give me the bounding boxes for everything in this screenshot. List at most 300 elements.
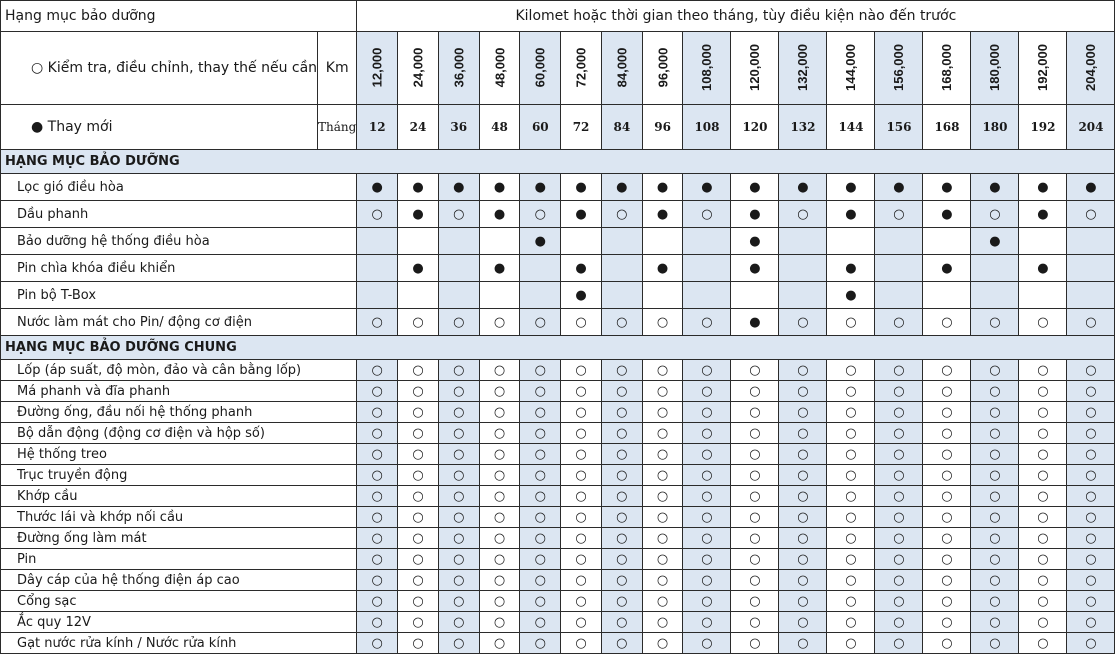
schedule-mark: ○ — [601, 360, 642, 381]
schedule-mark: ● — [561, 255, 602, 282]
schedule-mark: ● — [827, 174, 875, 201]
schedule-mark: ● — [683, 174, 731, 201]
schedule-mark: ○ — [520, 528, 561, 549]
schedule-mark: ○ — [731, 570, 779, 591]
km-value-text: 48,000 — [492, 47, 508, 88]
month-label: Tháng — [318, 105, 357, 150]
schedule-mark: ○ — [438, 549, 479, 570]
schedule-mark: ○ — [438, 507, 479, 528]
schedule-mark: ○ — [357, 465, 398, 486]
schedule-mark: ○ — [561, 444, 602, 465]
schedule-mark: ○ — [731, 486, 779, 507]
schedule-mark: ○ — [561, 549, 602, 570]
schedule-mark: ○ — [601, 444, 642, 465]
schedule-mark: ● — [1019, 174, 1067, 201]
schedule-mark: ○ — [1067, 549, 1115, 570]
schedule-mark: ● — [398, 174, 439, 201]
schedule-mark: ○ — [357, 549, 398, 570]
schedule-mark: ○ — [357, 591, 398, 612]
schedule-mark — [1019, 228, 1067, 255]
schedule-mark: ○ — [398, 465, 439, 486]
schedule-mark: ○ — [601, 402, 642, 423]
schedule-mark: ● — [398, 201, 439, 228]
schedule-mark: ○ — [827, 486, 875, 507]
schedule-mark — [683, 228, 731, 255]
schedule-mark: ○ — [398, 423, 439, 444]
schedule-mark: ○ — [875, 486, 923, 507]
item-name: Lốp (áp suất, độ mòn, đảo và cân bằng lốp) — [1, 360, 357, 381]
item-name: Thước lái và khớp nối cầu — [1, 507, 357, 528]
schedule-mark: ○ — [683, 444, 731, 465]
schedule-mark: ○ — [1019, 423, 1067, 444]
schedule-mark: ○ — [520, 309, 561, 336]
table-row — [1, 507, 1115, 528]
km-value-text: 96,000 — [655, 47, 671, 88]
schedule-mark: ○ — [971, 201, 1019, 228]
schedule-mark: ○ — [731, 402, 779, 423]
schedule-mark: ○ — [398, 612, 439, 633]
month-value: 96 — [642, 105, 683, 150]
legend-replace: ● Thay mới — [1, 105, 318, 150]
schedule-mark: ○ — [779, 507, 827, 528]
schedule-mark — [601, 282, 642, 309]
schedule-mark: ○ — [642, 423, 683, 444]
schedule-mark — [520, 255, 561, 282]
schedule-mark — [398, 228, 439, 255]
schedule-mark: ○ — [1019, 381, 1067, 402]
schedule-mark: ● — [479, 201, 520, 228]
schedule-mark: ● — [520, 228, 561, 255]
schedule-mark: ○ — [875, 465, 923, 486]
schedule-mark — [1067, 255, 1115, 282]
month-value: 36 — [438, 105, 479, 150]
schedule-mark: ○ — [1019, 549, 1067, 570]
schedule-mark: ○ — [923, 381, 971, 402]
schedule-mark: ○ — [398, 570, 439, 591]
item-name: Má phanh và đĩa phanh — [1, 381, 357, 402]
schedule-mark: ○ — [642, 486, 683, 507]
schedule-mark: ○ — [642, 381, 683, 402]
table-row — [1, 360, 1115, 381]
item-name: Dây cáp của hệ thống điện áp cao — [1, 570, 357, 591]
schedule-mark: ● — [971, 228, 1019, 255]
schedule-mark: ○ — [923, 360, 971, 381]
schedule-mark: ○ — [779, 465, 827, 486]
schedule-mark: ○ — [357, 633, 398, 654]
km-value — [779, 32, 827, 105]
km-value-text: 204,000 — [1083, 44, 1099, 91]
schedule-mark: ○ — [438, 402, 479, 423]
table-row — [1, 591, 1115, 612]
schedule-mark: ○ — [601, 486, 642, 507]
schedule-mark: ○ — [1067, 423, 1115, 444]
month-value: 72 — [561, 105, 602, 150]
schedule-mark: ○ — [923, 612, 971, 633]
schedule-mark: ○ — [971, 507, 1019, 528]
km-value — [731, 32, 779, 105]
schedule-mark: ○ — [971, 612, 1019, 633]
table-row — [1, 612, 1115, 633]
schedule-mark: ○ — [875, 444, 923, 465]
schedule-mark: ○ — [923, 444, 971, 465]
schedule-mark: ○ — [875, 309, 923, 336]
schedule-mark: ○ — [731, 360, 779, 381]
schedule-mark: ○ — [479, 633, 520, 654]
schedule-mark: ○ — [520, 465, 561, 486]
schedule-mark: ● — [561, 174, 602, 201]
month-value: 84 — [601, 105, 642, 150]
item-name: Pin — [1, 549, 357, 570]
schedule-mark: ○ — [642, 633, 683, 654]
schedule-mark: ○ — [683, 381, 731, 402]
schedule-mark: ○ — [642, 507, 683, 528]
schedule-mark: ○ — [561, 402, 602, 423]
schedule-mark: ○ — [971, 465, 1019, 486]
table-row — [1, 381, 1115, 402]
schedule-mark: ● — [875, 174, 923, 201]
table-row — [1, 282, 1115, 309]
schedule-mark — [601, 255, 642, 282]
schedule-mark: ● — [827, 255, 875, 282]
table-row — [1, 402, 1115, 423]
schedule-mark: ○ — [923, 486, 971, 507]
schedule-mark: ● — [438, 174, 479, 201]
schedule-mark: ○ — [438, 423, 479, 444]
schedule-mark: ○ — [601, 423, 642, 444]
schedule-mark — [923, 282, 971, 309]
schedule-mark: ○ — [1067, 486, 1115, 507]
schedule-mark — [479, 228, 520, 255]
schedule-mark — [479, 282, 520, 309]
schedule-mark: ● — [561, 201, 602, 228]
schedule-mark: ○ — [357, 423, 398, 444]
km-value-text: 12,000 — [369, 47, 385, 88]
schedule-mark: ○ — [561, 633, 602, 654]
schedule-mark — [601, 228, 642, 255]
schedule-mark: ○ — [438, 591, 479, 612]
schedule-mark: ○ — [731, 507, 779, 528]
schedule-mark: ○ — [357, 381, 398, 402]
schedule-mark: ○ — [601, 633, 642, 654]
schedule-mark: ○ — [561, 591, 602, 612]
item-name: Gạt nước rửa kính / Nước rửa kính — [1, 633, 357, 654]
schedule-mark: ○ — [731, 612, 779, 633]
km-row — [1, 32, 1115, 105]
header-row — [1, 1, 1115, 32]
table-row — [1, 549, 1115, 570]
schedule-mark: ○ — [357, 570, 398, 591]
schedule-mark: ○ — [520, 612, 561, 633]
schedule-mark: ○ — [398, 381, 439, 402]
schedule-mark: ○ — [1019, 612, 1067, 633]
schedule-mark: ○ — [561, 528, 602, 549]
schedule-mark: ○ — [971, 360, 1019, 381]
schedule-mark: ○ — [827, 549, 875, 570]
schedule-mark: ○ — [731, 549, 779, 570]
schedule-mark: ○ — [1019, 486, 1067, 507]
schedule-mark: ○ — [561, 465, 602, 486]
schedule-mark: ○ — [923, 402, 971, 423]
schedule-mark: ○ — [642, 360, 683, 381]
schedule-mark: ○ — [479, 402, 520, 423]
schedule-mark: ● — [1019, 201, 1067, 228]
schedule-mark: ○ — [601, 528, 642, 549]
km-value — [438, 32, 479, 105]
schedule-mark: ○ — [779, 381, 827, 402]
schedule-mark: ○ — [827, 633, 875, 654]
month-value: 108 — [683, 105, 731, 150]
schedule-mark: ○ — [520, 402, 561, 423]
schedule-mark — [357, 255, 398, 282]
schedule-mark: ○ — [479, 528, 520, 549]
item-name: Pin bộ T-Box — [1, 282, 357, 309]
km-value-text: 72,000 — [573, 47, 589, 88]
schedule-mark: ● — [923, 201, 971, 228]
schedule-mark: ○ — [561, 507, 602, 528]
schedule-mark: ○ — [827, 465, 875, 486]
schedule-mark: ○ — [731, 528, 779, 549]
schedule-mark: ● — [1019, 255, 1067, 282]
km-value-text: 180,000 — [987, 44, 1003, 91]
schedule-mark: ○ — [398, 528, 439, 549]
schedule-mark: ○ — [923, 591, 971, 612]
km-value-text: 120,000 — [747, 44, 763, 91]
item-name: Trục truyền động — [1, 465, 357, 486]
schedule-mark: ○ — [971, 633, 1019, 654]
schedule-mark: ○ — [642, 591, 683, 612]
item-name: Dầu phanh — [1, 201, 357, 228]
schedule-mark: ○ — [1019, 360, 1067, 381]
km-value-text: 168,000 — [939, 44, 955, 91]
item-name: Đường ống làm mát — [1, 528, 357, 549]
schedule-mark: ○ — [971, 528, 1019, 549]
schedule-mark: ○ — [601, 381, 642, 402]
schedule-mark: ○ — [923, 570, 971, 591]
schedule-mark: ○ — [1019, 633, 1067, 654]
schedule-mark: ○ — [1067, 201, 1115, 228]
km-value — [398, 32, 439, 105]
schedule-mark: ○ — [561, 309, 602, 336]
km-value — [1067, 32, 1115, 105]
month-value: 12 — [357, 105, 398, 150]
table-row — [1, 309, 1115, 336]
schedule-mark: ○ — [1067, 360, 1115, 381]
schedule-mark — [971, 255, 1019, 282]
month-value: 120 — [731, 105, 779, 150]
month-value: 24 — [398, 105, 439, 150]
km-value — [875, 32, 923, 105]
schedule-mark: ○ — [875, 528, 923, 549]
schedule-mark: ○ — [683, 486, 731, 507]
km-value — [642, 32, 683, 105]
schedule-mark: ○ — [479, 486, 520, 507]
schedule-mark: ○ — [398, 591, 439, 612]
schedule-mark: ● — [731, 228, 779, 255]
schedule-mark — [561, 228, 602, 255]
schedule-mark — [1067, 282, 1115, 309]
schedule-mark: ○ — [1067, 465, 1115, 486]
schedule-mark: ○ — [779, 444, 827, 465]
schedule-mark: ○ — [779, 612, 827, 633]
schedule-mark — [971, 282, 1019, 309]
schedule-mark: ○ — [683, 528, 731, 549]
schedule-mark: ○ — [601, 507, 642, 528]
schedule-mark: ○ — [1067, 309, 1115, 336]
schedule-mark: ○ — [827, 360, 875, 381]
schedule-mark: ○ — [1019, 570, 1067, 591]
schedule-mark: ○ — [683, 507, 731, 528]
schedule-mark: ● — [398, 255, 439, 282]
schedule-mark: ○ — [731, 633, 779, 654]
schedule-mark: ○ — [479, 549, 520, 570]
km-value-text: 36,000 — [451, 47, 467, 88]
schedule-mark — [779, 255, 827, 282]
schedule-mark: ○ — [971, 486, 1019, 507]
schedule-mark: ○ — [642, 528, 683, 549]
schedule-mark: ○ — [438, 444, 479, 465]
schedule-mark: ○ — [731, 381, 779, 402]
schedule-mark: ○ — [923, 507, 971, 528]
schedule-mark: ○ — [683, 591, 731, 612]
schedule-mark: ● — [520, 174, 561, 201]
schedule-mark: ○ — [779, 309, 827, 336]
schedule-mark — [923, 228, 971, 255]
schedule-mark: ○ — [479, 591, 520, 612]
schedule-mark: ● — [731, 201, 779, 228]
schedule-mark: ○ — [1067, 591, 1115, 612]
schedule-mark — [683, 282, 731, 309]
schedule-mark: ○ — [438, 486, 479, 507]
km-value — [827, 32, 875, 105]
schedule-mark: ○ — [731, 444, 779, 465]
schedule-mark: ○ — [642, 465, 683, 486]
schedule-mark: ○ — [1067, 570, 1115, 591]
schedule-mark — [642, 228, 683, 255]
item-name: Nước làm mát cho Pin/ động cơ điện — [1, 309, 357, 336]
schedule-mark: ○ — [731, 423, 779, 444]
item-heading: Hạng mục bảo dưỡng — [1, 1, 357, 32]
table-row — [1, 255, 1115, 282]
section-header-row — [1, 150, 1115, 174]
schedule-mark: ○ — [438, 381, 479, 402]
schedule-mark: ○ — [642, 570, 683, 591]
schedule-mark: ○ — [875, 381, 923, 402]
schedule-mark: ○ — [1067, 444, 1115, 465]
item-name: Khớp cầu — [1, 486, 357, 507]
schedule-mark: ○ — [520, 507, 561, 528]
schedule-mark: ○ — [875, 423, 923, 444]
schedule-mark: ○ — [683, 570, 731, 591]
schedule-mark — [683, 255, 731, 282]
schedule-mark: ○ — [1067, 612, 1115, 633]
schedule-mark: ○ — [479, 570, 520, 591]
schedule-mark: ○ — [1067, 402, 1115, 423]
schedule-mark: ○ — [601, 612, 642, 633]
schedule-mark: ○ — [683, 423, 731, 444]
km-value — [479, 32, 520, 105]
schedule-mark: ○ — [779, 528, 827, 549]
schedule-mark — [438, 228, 479, 255]
km-value — [561, 32, 602, 105]
schedule-mark: ○ — [971, 381, 1019, 402]
schedule-mark: ○ — [779, 633, 827, 654]
schedule-mark: ○ — [479, 507, 520, 528]
item-name: Pin chìa khóa điều khiển — [1, 255, 357, 282]
table-row — [1, 465, 1115, 486]
schedule-mark: ○ — [438, 633, 479, 654]
schedule-mark: ○ — [827, 612, 875, 633]
month-value: 144 — [827, 105, 875, 150]
schedule-mark: ○ — [971, 549, 1019, 570]
schedule-mark: ● — [731, 255, 779, 282]
schedule-mark: ○ — [1019, 402, 1067, 423]
schedule-mark: ● — [827, 201, 875, 228]
schedule-mark — [779, 282, 827, 309]
item-name: Ắc quy 12V — [1, 612, 357, 633]
schedule-mark: ○ — [520, 423, 561, 444]
schedule-mark: ○ — [779, 570, 827, 591]
schedule-mark: ○ — [827, 423, 875, 444]
month-value: 132 — [779, 105, 827, 150]
schedule-mark — [642, 282, 683, 309]
schedule-mark: ● — [642, 255, 683, 282]
schedule-mark: ○ — [357, 402, 398, 423]
schedule-mark: ○ — [923, 465, 971, 486]
schedule-mark: ○ — [971, 444, 1019, 465]
schedule-mark: ○ — [398, 360, 439, 381]
schedule-mark: ○ — [827, 381, 875, 402]
schedule-mark — [438, 282, 479, 309]
schedule-mark: ○ — [398, 444, 439, 465]
schedule-mark: ○ — [923, 633, 971, 654]
schedule-mark — [875, 255, 923, 282]
schedule-mark: ○ — [642, 444, 683, 465]
schedule-mark: ○ — [923, 528, 971, 549]
item-name: Bộ dẫn động (động cơ điện và hộp số) — [1, 423, 357, 444]
table-row — [1, 444, 1115, 465]
table-row — [1, 570, 1115, 591]
schedule-mark: ○ — [601, 309, 642, 336]
section-header-row — [1, 336, 1115, 360]
schedule-mark: ○ — [398, 309, 439, 336]
schedule-mark: ○ — [779, 201, 827, 228]
schedule-mark: ○ — [398, 633, 439, 654]
schedule-mark: ○ — [971, 402, 1019, 423]
schedule-mark: ○ — [438, 570, 479, 591]
schedule-mark: ○ — [875, 201, 923, 228]
schedule-mark: ○ — [875, 570, 923, 591]
schedule-mark: ○ — [438, 201, 479, 228]
schedule-mark: ○ — [438, 360, 479, 381]
schedule-mark: ○ — [827, 309, 875, 336]
schedule-mark: ● — [601, 174, 642, 201]
month-value: 192 — [1019, 105, 1067, 150]
km-value-text: 144,000 — [843, 44, 859, 91]
schedule-mark: ○ — [438, 309, 479, 336]
schedule-mark: ○ — [1019, 591, 1067, 612]
schedule-mark: ● — [923, 174, 971, 201]
km-value — [1019, 32, 1067, 105]
schedule-mark: ○ — [520, 633, 561, 654]
schedule-mark: ○ — [1019, 528, 1067, 549]
schedule-mark: ● — [731, 309, 779, 336]
schedule-mark: ○ — [438, 528, 479, 549]
schedule-mark: ○ — [438, 612, 479, 633]
schedule-mark: ○ — [601, 570, 642, 591]
schedule-mark — [731, 282, 779, 309]
km-label: Km — [318, 32, 357, 105]
schedule-mark: ○ — [520, 444, 561, 465]
